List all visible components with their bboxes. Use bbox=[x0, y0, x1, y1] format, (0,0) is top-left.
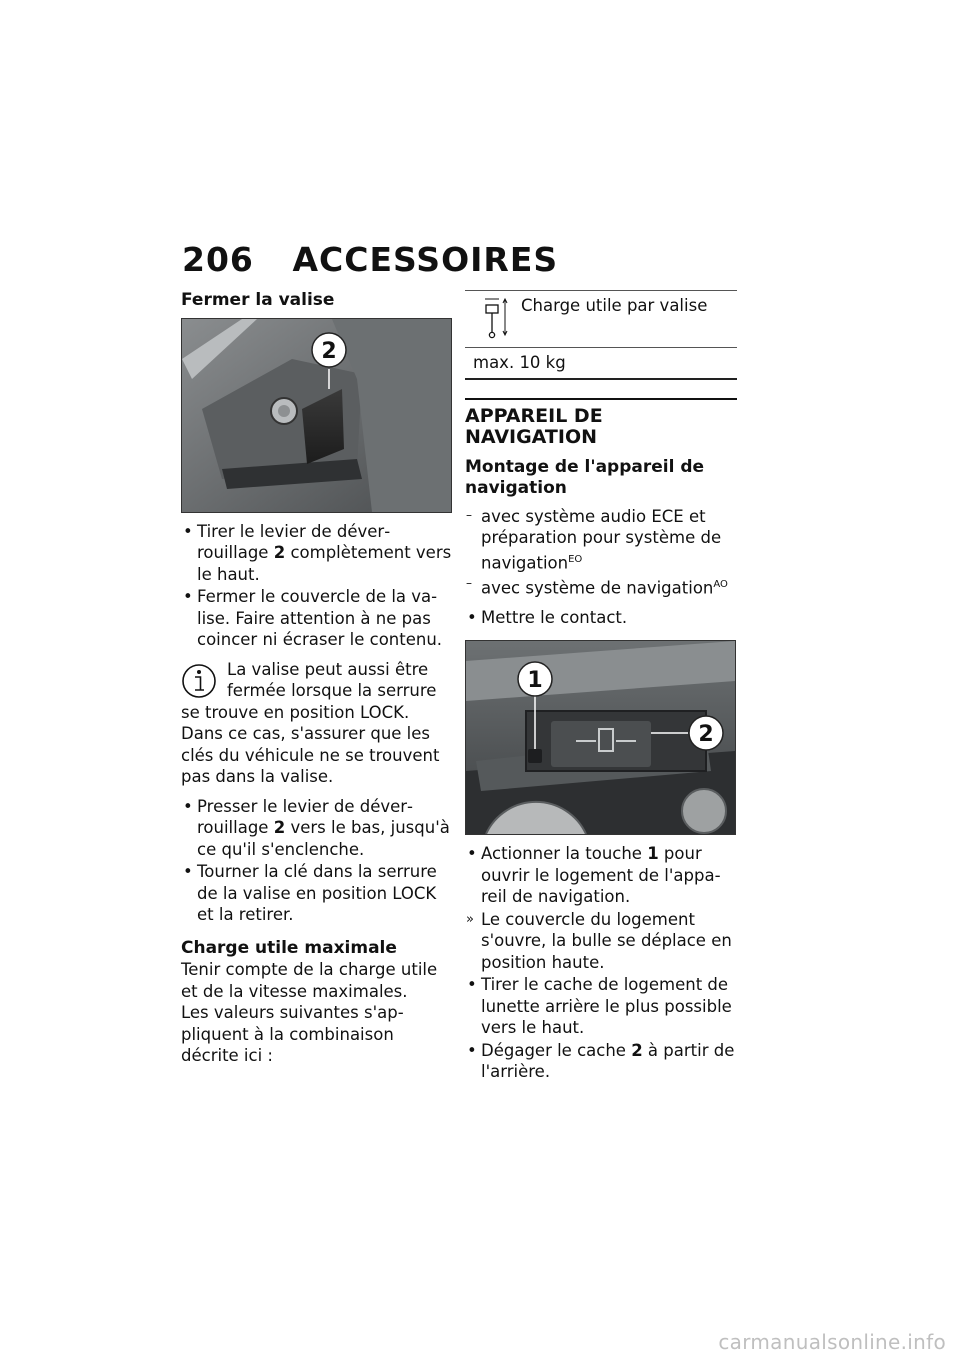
condition-audio-ece: – avec système audio ECE et préparation pour système de navigation$^{EO}$ bbox=[465, 506, 737, 574]
paragraph-max-load: Tenir compte de la charge utile et de la vitesse maximales. bbox=[181, 960, 438, 1001]
info-icon bbox=[181, 661, 217, 699]
step-pull-lever: • Tirer le levier de déverrouillage 2 complètement vers le haut. bbox=[181, 521, 453, 586]
right-column bbox=[465, 290, 737, 1089]
page-number: 206 bbox=[182, 240, 254, 279]
condition-navigation-system: – avec système de navigation$^{AO}$ bbox=[465, 574, 737, 599]
page-header bbox=[182, 240, 742, 280]
step-close-lid: • Fermer le couvercle de la valise. Faire attention à ne pas coincer ni écraser le contenu. bbox=[181, 586, 453, 651]
spec-value: max. 10 kg bbox=[465, 348, 737, 379]
case-latch-photo bbox=[181, 318, 452, 513]
step-turn-key: • Tourner la clé dans la serrure de la valise en position LOCK et la retirer. bbox=[181, 861, 453, 926]
chapter-title: ACCESSOIRES bbox=[292, 240, 559, 279]
weight-icon bbox=[481, 295, 511, 339]
step-press-button: • Actionner la touche 1 pour ouvrir le logement de l'appareil de navigation. bbox=[465, 843, 737, 908]
navigation-steps-list bbox=[465, 843, 737, 1083]
close-steps-list-b bbox=[181, 796, 453, 926]
nav-callout-1: 1 bbox=[527, 668, 543, 693]
step-pull-cover: • Tirer le cache de logement de lunette arrière le plus possible vers le haut. bbox=[465, 974, 737, 1039]
nav-callout-2: 2 bbox=[698, 722, 714, 747]
subheading-mount-navigation: Montage de l'appareil de navigation bbox=[465, 456, 705, 498]
step-press-lever: • Presser le levier de déverrouillage 2 vers le bas, jusqu'à ce qu'il s'enclenche. bbox=[181, 796, 453, 861]
subheading-max-load: Charge utile maximale bbox=[181, 937, 397, 958]
navigation-dash-illustration bbox=[466, 641, 735, 834]
case-callout-2: 2 bbox=[321, 338, 337, 364]
info-note bbox=[181, 659, 453, 788]
navigation-dash-photo bbox=[465, 640, 736, 835]
step-release-cover: • Dégager le cache 2 à partir de l'arrière. bbox=[465, 1040, 737, 1083]
close-steps-list-a bbox=[181, 521, 453, 651]
conditions-list bbox=[465, 506, 737, 599]
spec-table-load bbox=[465, 290, 737, 380]
note-first-line: La valise peut aussi être fermée lorsque la serrure bbox=[227, 659, 437, 700]
note-rest: se trouve en position LOCK. Dans ce cas, s'assurer que les clés du véhicule ne se trouvent pas dans la valise. bbox=[181, 702, 440, 786]
spec-label: Charge utile par valise bbox=[521, 296, 708, 315]
result-cover-opens: » Le couvercle du logement s'ouvre, la bulle se déplace en position haute. bbox=[465, 909, 737, 974]
left-column bbox=[181, 290, 453, 1067]
paragraph-values-apply: Les valeurs suivantes s'appliquent à la combinaison décrite ici : bbox=[181, 1003, 404, 1065]
case-latch-illustration bbox=[182, 319, 451, 512]
ignition-step-list bbox=[465, 607, 737, 629]
section-title-close-case: Fermer la valise bbox=[181, 290, 335, 310]
section-title-navigation: APPAREIL DE NAVIGATION bbox=[465, 398, 737, 449]
watermark: carmanualsonline.info bbox=[718, 1330, 946, 1354]
step-ignition-on: • Mettre le contact. bbox=[465, 607, 737, 629]
